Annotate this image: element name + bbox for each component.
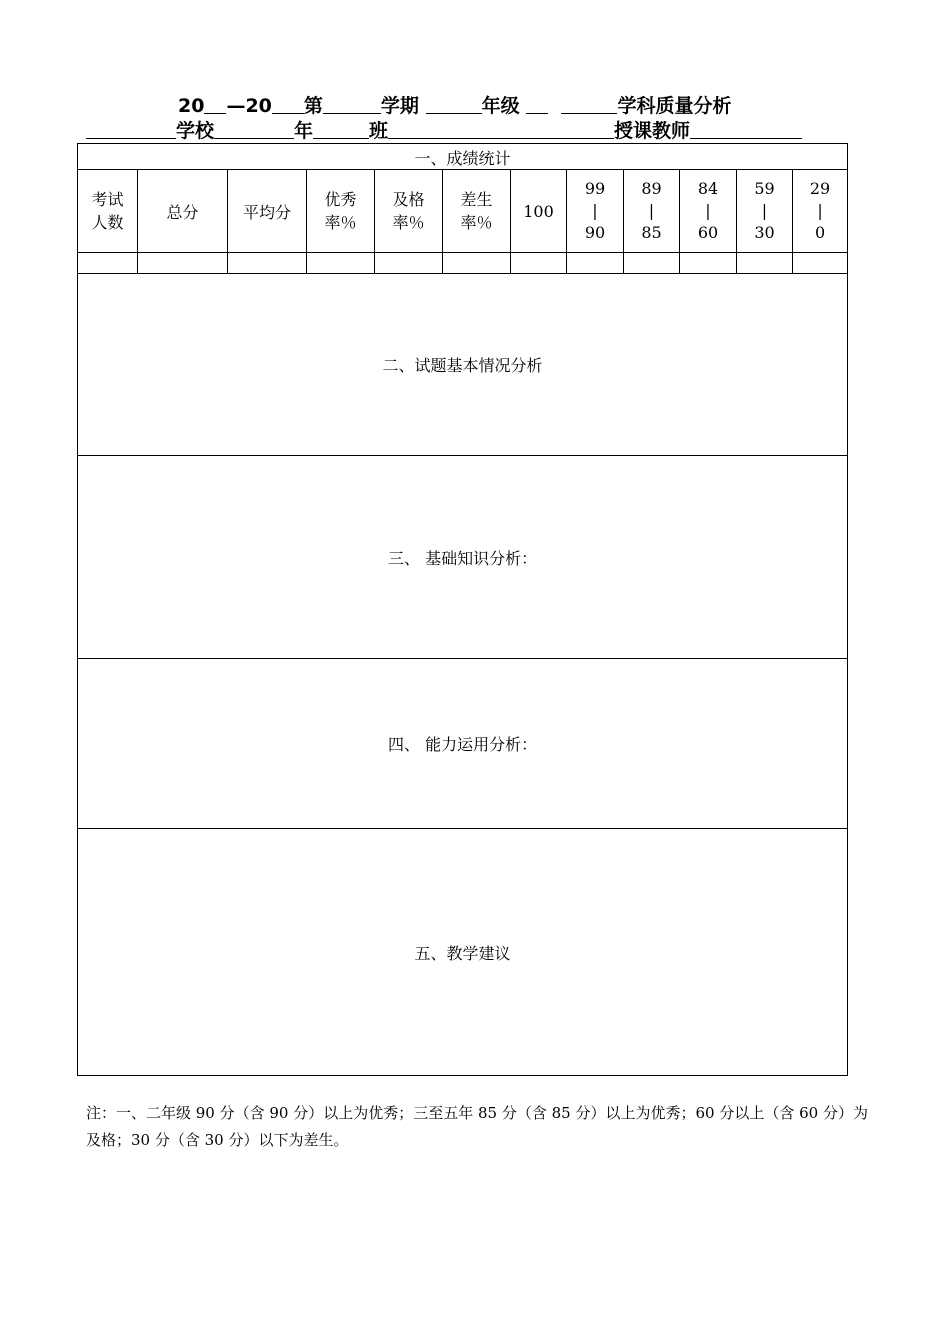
table-cell[interactable] [307,253,375,274]
stats-header-row [78,170,848,253]
table-cell[interactable] [680,253,737,274]
blank-field [690,119,802,139]
grade-label: 年 [294,120,314,142]
title-grade: 年级 [481,95,520,117]
table-cell[interactable] [737,253,793,274]
section-knowledge-analysis[interactable]: 三、 基础知识分析： [78,456,848,659]
table-cell[interactable] [624,253,680,274]
table-cell[interactable] [793,253,848,274]
footnote: 注：一、二年级 90 分（含 90 分）以上为优秀；三至五年 85 分（含 85 分）以上为优秀；60 分以上（含 60 分）为及格；30 分（含 30 分）以下为差生。 [86,1104,868,1149]
header-pass-rate: 及格 率％ [375,170,443,253]
header-average: 平均分 [228,170,307,253]
teacher-label: 授课教师 [614,120,691,142]
table-cell[interactable] [511,253,567,274]
quality-analysis-table [77,143,848,1076]
blank-field [426,94,482,114]
section-score-stats: 一、成绩统计 [78,144,848,170]
table-cell[interactable] [228,253,307,274]
blank-field [86,119,176,139]
section-question-analysis[interactable]: 二、试题基本情况分析 [78,274,848,456]
header-range-29-0: 29 | 0 [793,170,848,253]
header-range-84-60: 84 | 60 [680,170,737,253]
blank-field [272,94,304,114]
header-excellent-rate: 优秀 率％ [307,170,375,253]
table-cell[interactable] [443,253,511,274]
blank-field [313,119,369,139]
table-cell[interactable] [375,253,443,274]
title-ordinal: 第 [303,95,323,117]
title-year-start: 20 [178,95,205,117]
document-title [178,94,731,118]
blank-field [323,94,381,114]
header-total: 总分 [138,170,228,253]
blank-field [526,94,548,114]
title-subject-analysis: 学科质量分析 [617,95,732,117]
header-range-89-85: 89 | 85 [624,170,680,253]
header-range-99-90: 99 | 90 [567,170,624,253]
header-poor-rate: 差生 率％ [443,170,511,253]
title-year-end: —20 [226,95,272,117]
blank-field [388,119,614,139]
table-cell[interactable] [78,253,138,274]
header-examinees: 考试 人数 [78,170,138,253]
section-ability-analysis[interactable]: 四、 能力运用分析： [78,659,848,829]
stats-data-row [78,253,848,274]
table-cell[interactable] [138,253,228,274]
blank-field [561,94,617,114]
section-teaching-advice[interactable]: 五、教学建议 [78,829,848,1076]
table-cell[interactable] [567,253,624,274]
header-score-100: 100 [511,170,567,253]
blank-field [204,94,226,114]
school-label: 学校 [176,120,215,142]
document-subtitle [86,119,802,143]
header-range-59-30: 59 | 30 [737,170,793,253]
class-label: 班 [369,120,389,142]
blank-field [214,119,294,139]
title-semester: 学期 [380,95,419,117]
